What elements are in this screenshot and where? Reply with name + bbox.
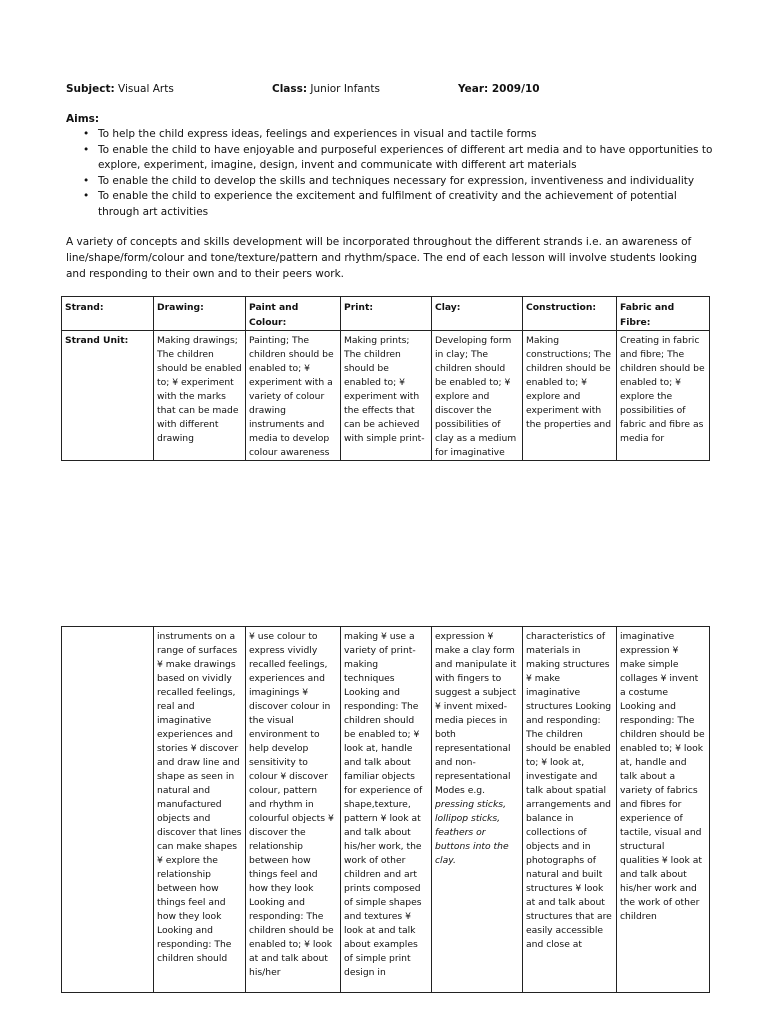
intro-paragraph: A variety of concepts and skills development will be incorporated throughout the different strands i.e. an awareness of line/shape/form/colour and tone/texture/pattern and rhythm/space. The end of each lesson will involve students looking and responding to their own and to their peers work.: [66, 236, 698, 280]
cell-drawing-cont: instruments on a range of surfaces ¥ make drawings based on vividly recalled feelings, real and imaginative experiences and stories ¥ discover and draw line and shape as seen in natural and manufactured objects and discover that lines can make shapes ¥ explore the relationship between how things feel and how they look Looking and responding: The children should: [154, 627, 246, 993]
subject-label: Subject:: [66, 83, 115, 95]
cell-construction: Making constructions; The children should be enabled to; ¥ explore and experiment with the properties and: [523, 331, 617, 461]
cell-print-cont: making ¥ use a variety of print-making techniques Looking and responding: The children should be enabled to; ¥ look at, handle and talk about familiar objects for experience of shape,texture, pattern ¥ look at and talk about his/her work, the work of other children and art prints composed of simple shapes and textures ¥ look at and talk about examples of simple print design in: [341, 627, 432, 993]
cell-paint-colour: Painting; The children should be enabled to; ¥ experiment with a variety of colour drawing instruments and media to develop colour awareness: [246, 331, 341, 461]
aim-item: • To enable the child to experience the excitement and fulfilment of creativity and the achievement of potential through art activities: [80, 189, 720, 220]
cell-drawing: Making drawings; The children should be enabled to; ¥ experiment with the marks that can be made with different drawing: [154, 331, 246, 461]
cell-fabric-fibre: Creating in fabric and fibre; The children should be enabled to; ¥ explore the possibilities of fabric and fibre as media for: [617, 331, 710, 461]
cell-empty: [62, 627, 154, 993]
table-row: [62, 331, 710, 461]
cell-clay-cont: [432, 627, 523, 993]
cell-print: Making prints; The children should be enabled to; ¥ experiment with the effects that can be achieved with simple print-: [341, 331, 432, 461]
strand-table-top: [61, 296, 710, 461]
subject-line: [66, 83, 174, 95]
year-label: Year: 2009/10: [458, 83, 540, 95]
header-drawing: Drawing:: [154, 297, 246, 331]
table-row: [62, 627, 710, 993]
aims-list: [80, 127, 720, 220]
class-value: Junior Infants: [307, 83, 380, 95]
strand-table-continued: [61, 626, 710, 993]
aims-title: Aims:: [66, 113, 100, 125]
row-label-strand-unit: Strand Unit:: [62, 331, 154, 461]
year-line: [458, 83, 540, 95]
cell-paint-colour-cont: ¥ use colour to express vividly recalled feelings, experiences and imaginings ¥ discover colour in the visual environment to help develop sensitivity to colour ¥ discover colour, pattern and rhythm in colourful objects ¥ discover the relationship between how things feel and how they look Looking and responding: The children should be enabled to; ¥ look at and talk about his/her: [246, 627, 341, 993]
cell-construction-cont: characteristics of materials in making structures ¥ make imaginative structures Looking and responding: The children should be enabled to; ¥ look at, investigate and talk about spatial arrangements and balance in collections of objects and in photographs of natural and built structures ¥ look at and talk about structures that are easily accessible and close at: [523, 627, 617, 993]
subject-value: Visual Arts: [114, 83, 174, 95]
clay-text: expression ¥ make a clay form and manipulate it with fingers to suggest a subject ¥ invent mixed-media pieces in both representational and non-representational Modes e.g.: [435, 631, 517, 796]
clay-examples: pressing sticks, lollipop sticks, feathers or buttons into the clay.: [435, 799, 509, 866]
class-label: Class:: [272, 83, 308, 95]
header-strand: Strand:: [62, 297, 154, 331]
class-line: [272, 83, 380, 95]
header-print: Print:: [341, 297, 432, 331]
header-clay: Clay:: [432, 297, 523, 331]
header-paint-colour: Paint and Colour:: [246, 297, 341, 331]
aim-item: • To help the child express ideas, feelings and experiences in visual and tactile forms: [80, 127, 720, 143]
aim-item: • To enable the child to have enjoyable and purposeful experiences of different art media and to have opportunities to explore, experiment, imagine, design, invent and communicate with different art materials: [80, 143, 720, 174]
cell-fabric-fibre-cont: imaginative expression ¥ make simple collages ¥ invent a costume Looking and responding: The children should be enabled to; ¥ look at, handle and talk about a variety of fabrics and fibres for experience of tactile, visual and structural qualities ¥ look at and talk about his/her work and the work of other children: [617, 627, 710, 993]
table-header-row: [62, 297, 710, 331]
cell-clay: Developing form in clay; The children should be enabled to; ¥ explore and discover the possibilities of clay as a medium for imaginative: [432, 331, 523, 461]
header-fabric-fibre: Fabric and Fibre:: [617, 297, 710, 331]
aim-item: • To enable the child to develop the skills and techniques necessary for expression, inventiveness and individuality: [80, 174, 720, 190]
header-construction: Construction:: [523, 297, 617, 331]
